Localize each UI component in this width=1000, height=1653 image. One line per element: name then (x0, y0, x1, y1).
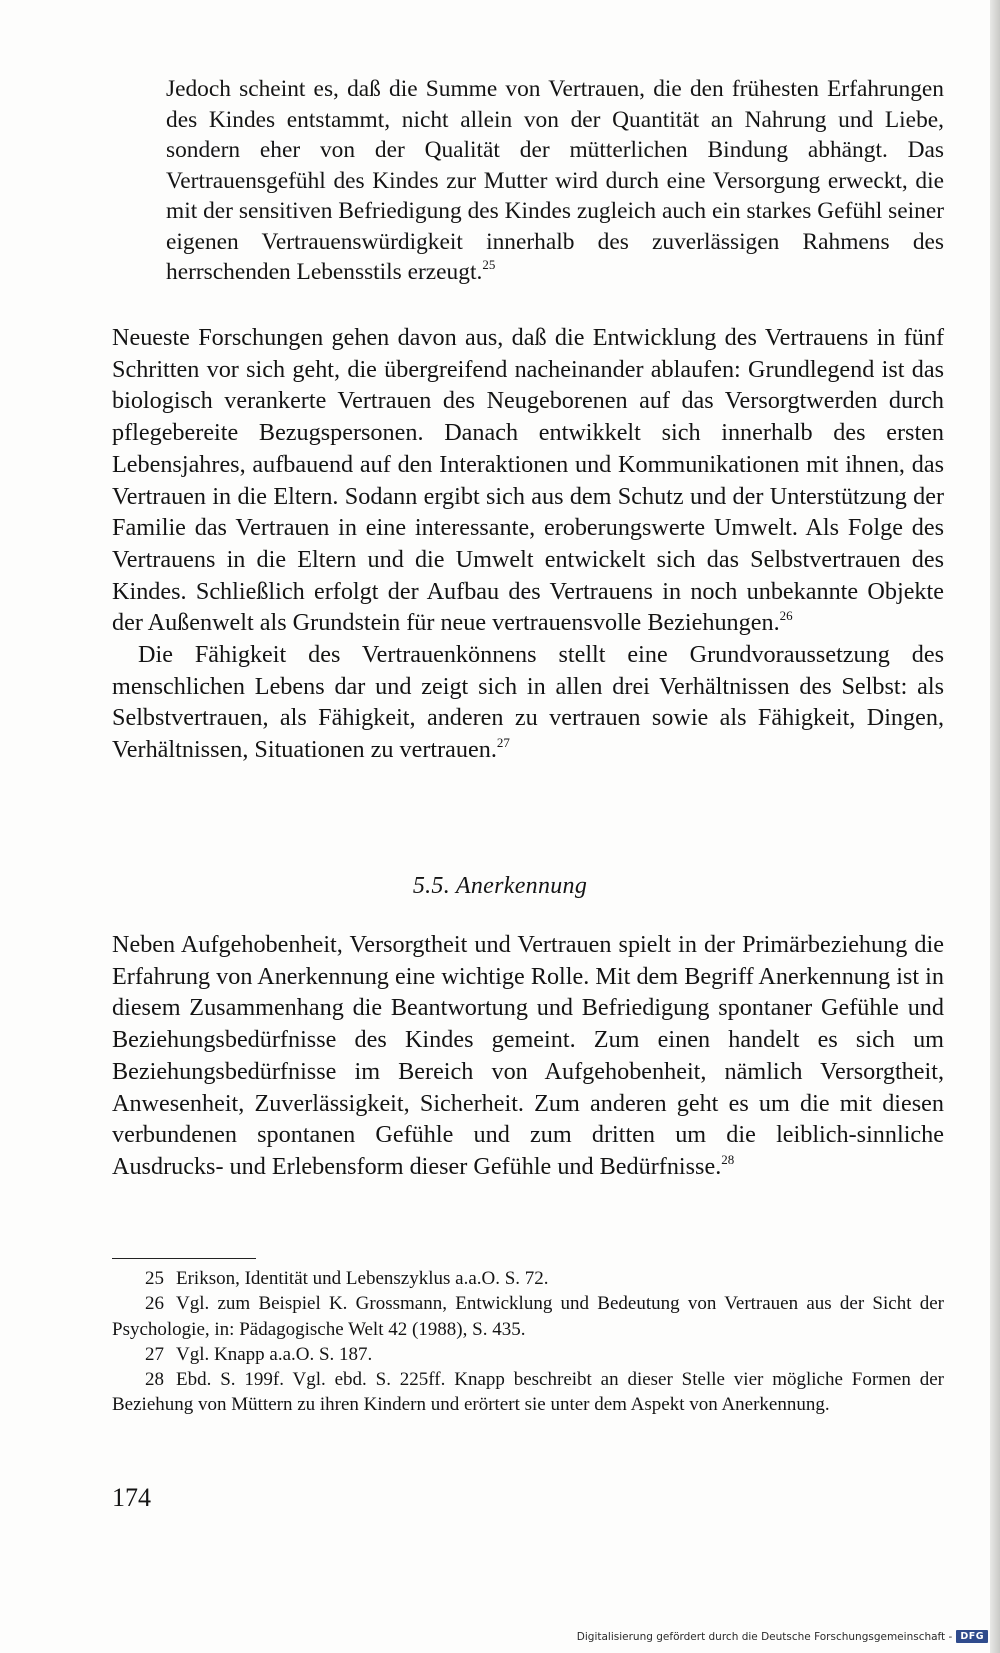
credit-text: Digitalisierung gefördert durch die Deutsche Forschungsgemeinschaft - (576, 1630, 953, 1643)
footnote-25 (112, 1266, 944, 1291)
paragraph-2-text: Die Fähigkeit des Vertrauenkönnens stellt eine Grundvoraussetzung des menschlichen Lebens dar und zeigt sich in allen drei Verhältnissen des Selbst: als Selbstvertrauen, als Fähigkeit, anderen zu vertrauen sowie als Fähigkeit, Dingen, Verhältnissen, Situationen zu vertrauen. (112, 641, 944, 764)
body-paragraph-2 (112, 639, 944, 766)
footnote-text: Vgl. zum Beispiel K. Grossmann, Entwicklung und Bedeutung von Vertrauen aus der Sicht der Psychologie, in: Pädagogische Welt 42 (1988), S. 435. (112, 1293, 944, 1340)
body-section-2 (112, 929, 944, 1183)
footnote-text: Ebd. S. 199f. Vgl. ebd. S. 225ff. Knapp beschreibt an dieser Stelle vier mögliche Formen der Beziehung von Müttern zu ihren Kindern und erörtert sie unter dem Aspekt von Anerkennung. (112, 1369, 944, 1416)
footnote-marker-27[interactable]: 27 (496, 735, 510, 751)
paragraph-1-text: Neueste Forschungen gehen davon aus, daß die Entwicklung des Vertrauens in fünf Schritten vor sich geht, die übergreifend nacheinander ablaufen: Grundlegend ist das biologisch verankerte Vertrauen des Neugeborenen auf das Versorgtwerden durch pflegebereite Bezugspersonen. Danach entwikkelt sich innerhalb des ersten Lebensjahres, aufbauend auf den Interaktionen und Kommunikationen mit ihnen, das Vertrauen in die Eltern. Sodann ergibt sich aus dem Schutz und der Unterstützung der Familie das Vertrauen in eine interessante, eroberungswerte Umwelt. Als Folge des Vertrauens in die Eltern und die Umwelt entwickelt sich das Selbstvertrauen des Kindes. Schließlich erfolgt der Aufbau des Vertrauens in noch unbekannte Objekte der Außenwelt als Grundstein für neue vertrauensvolle Beziehungen. (112, 324, 944, 637)
footnote-marker-25[interactable]: 25 (482, 257, 496, 273)
footnote-number: 28 (145, 1369, 164, 1391)
footnote-number: 25 (145, 1268, 164, 1289)
dfg-logo: DFG (956, 1630, 988, 1643)
footnote-text: Vgl. Knapp a.a.O. S. 187. (176, 1343, 373, 1365)
body-section-1 (112, 322, 944, 766)
footnote-divider (112, 1258, 256, 1259)
footnote-number: 27 (145, 1343, 164, 1365)
paragraph-3-text: Neben Aufgehobenheit, Versorgtheit und Vertrauen spielt in der Primärbeziehung die Erfahrung von Anerkennung eine wichtige Rolle. Mit dem Begriff Anerkennung ist in diesem Zusammenhang die Beantwortung und Befriedigung spontaner Gefühle und Beziehungsbedürfnisse des Kindes gemeint. Zum einen handelt es sich um Beziehungsbedürfnisse im Bereich von Aufgehobenheit, nämlich Versorgtheit, Anwesenheit, Zuverlässigkeit, Sicherheit. Zum anderen geht es um die mit diesen verbundenen spontanen Gefühle und zum dritten um die leiblich-sinnliche Ausdrucks- und Erlebensform dieser Gefühle und Bedürfnisse. (112, 931, 944, 1180)
quote-text: Jedoch scheint es, daß die Summe von Vertrauen, die den frühesten Erfahrungen des Kindes entstammt, nicht allein von der Quantität an Nahrung und Liebe, sondern eher von der Qualität der mütterlichen Bindung abhängt. Das Vertrauensgefühl des Kindes zur Mutter wird durch eine Versorgung erweckt, die mit der sensitiven Befriedigung des Kindes zugleich auch ein starkes Gefühl seiner eigenen Vertrauenswürdigkeit innerhalb des zuverlässigen Rahmens des herrschenden Lebensstils erzeugt. (166, 76, 944, 285)
footnotes (112, 1266, 944, 1418)
block-quote (166, 74, 944, 288)
digitization-credit (577, 1630, 988, 1643)
body-paragraph-1 (112, 322, 944, 639)
section-heading: 5.5. Anerkennung (412, 873, 588, 899)
footnote-marker-28[interactable]: 28 (721, 1151, 735, 1167)
quote-paragraph (166, 74, 944, 288)
footnote-28 (112, 1367, 944, 1418)
footnote-text: Erikson, Identität und Lebenszyklus a.a.O. S. 72. (176, 1268, 549, 1289)
footnote-number: 26 (145, 1293, 164, 1315)
footnote-26 (112, 1291, 944, 1342)
page-edge-shadow (990, 0, 1000, 1653)
footnote-marker-26[interactable]: 26 (779, 608, 793, 624)
body-paragraph-3 (112, 929, 944, 1183)
footnote-27 (112, 1342, 944, 1367)
page-number: 174 (112, 1483, 151, 1512)
